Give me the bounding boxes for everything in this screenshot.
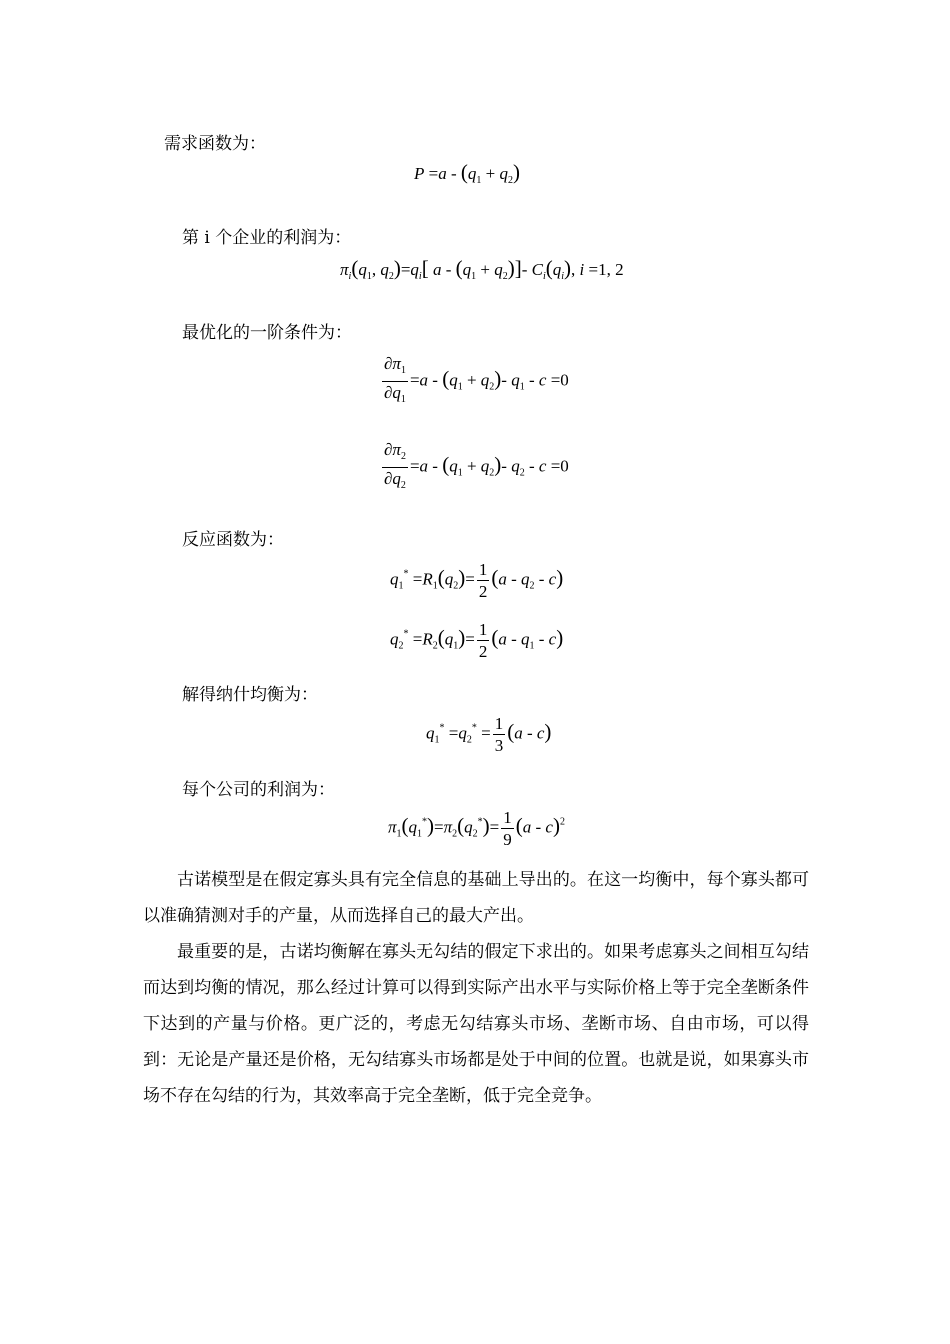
foc-label: 最优化的一阶条件为：	[182, 323, 352, 343]
demand-equation: $P =a - (q_1 + q_2)$	[414, 160, 520, 186]
paragraph-cournot-info: 古诺模型是在假定寡头具有完全信息的基础上导出的。在这一均衡中，每个寡头都可以准确猜测对手的产量，从而选择自己的最大产出。	[143, 870, 809, 926]
nash-label: 解得纳什均衡为：	[182, 685, 318, 705]
profit-i-label: 第 i 个企业的利润为：	[182, 228, 352, 248]
reaction-label: 反应函数为：	[182, 530, 284, 550]
foc-equation-1: $\frac{\partial\pi_1}{\partial q_1}$ $=a - (q_1 + q_2)-$ $q_1 - c =0$	[384, 354, 569, 405]
paragraph-collusion: 最重要的是，古诺均衡解在寡头无勾结的假定下求出的。如果考虑寡头之间相互勾结而达到均衡的情况，那么经过计算可以得到实际产出水平与实际价格上等于完全垄断条件下达到的产量与价格。更广泛的，考虑无勾结寡头市场、垄断市场、自由市场，可以得到：无论是产量还是价格，无勾结寡头市场都是处于中间的位置。也就是说，如果寡头市场不存在勾结的行为，其效率高于完全垄断，低于完全竞争。	[143, 942, 809, 1106]
nash-equation: $q_1^* =q_2^*$ = $\frac{1}{3}$ (a - c)	[426, 714, 552, 755]
reaction-equation-2: $q_2^* =R_2(q_1)=$ $\frac{1}{2}$ $(a - q_1 - c)$	[390, 620, 564, 661]
profit-result-equation: $\pi_1(q_1^*)=\pi_2(q_2^*)=$ $\frac{1}{9}$ (a - c)$^2$	[388, 808, 565, 849]
foc-equation-2: $\frac{\partial\pi_2}{\partial q_2}$ $=a - (q_1 + q_2)-$ $q_2 - c =0$	[384, 440, 569, 491]
profit-equation: $\pi_i(q_1$, $q_2)=q_i$[ $a - (q_1 + q_2)]-$ $C_i(q_i)$, i =1, 2	[340, 256, 624, 282]
reaction-equation-1: $q_1^* =R_1(q_2)=$ $\frac{1}{2}$ $(a - q_2 - c)$	[390, 560, 564, 601]
demand-label: 需求函数为：	[164, 134, 266, 154]
each-profit-label: 每个公司的利润为：	[182, 780, 335, 800]
